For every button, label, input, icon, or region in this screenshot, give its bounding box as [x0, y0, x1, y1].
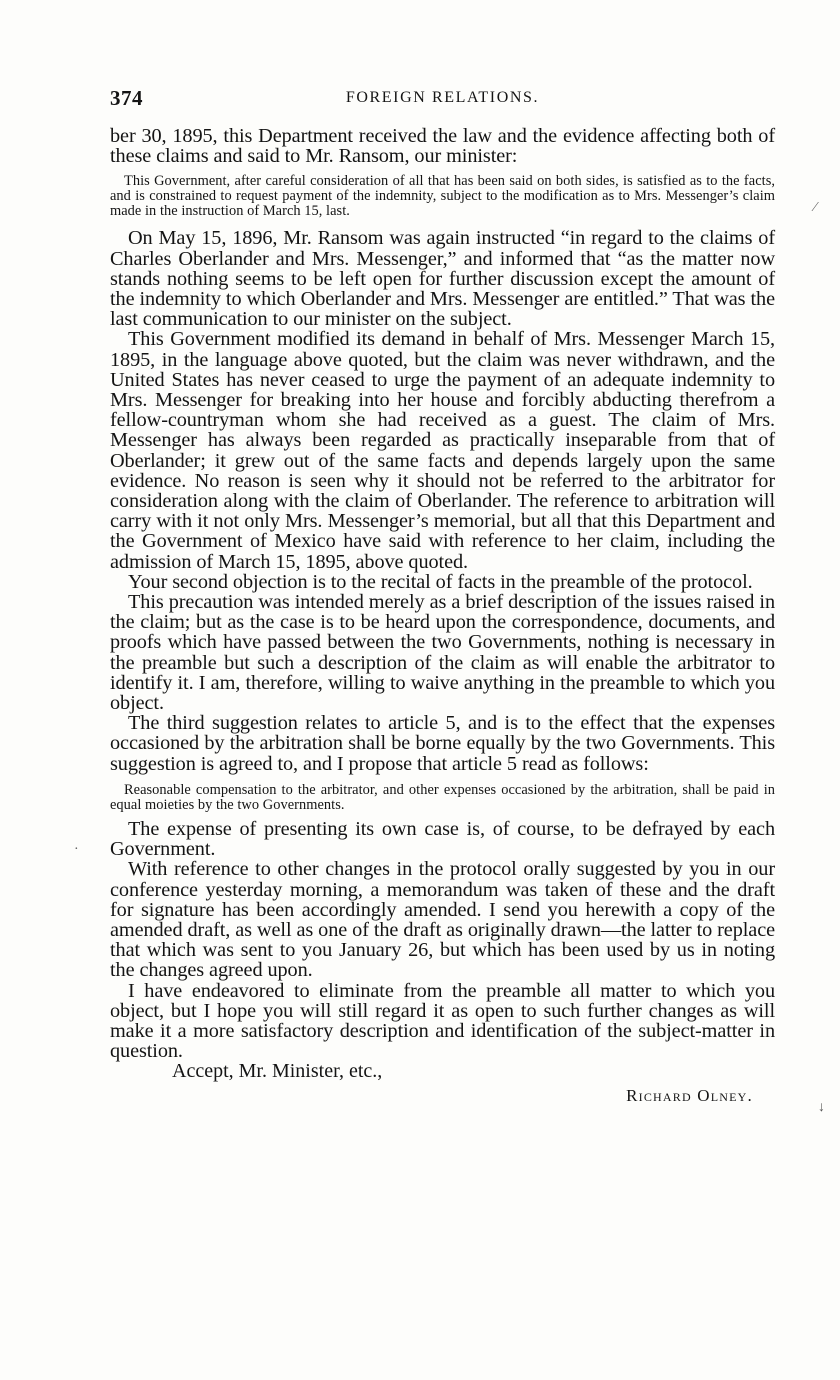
paragraph-expense: The expense of presenting its own case is, of course, to be defrayed by each Government. — [110, 817, 775, 861]
paragraph-preamble: I have endeavored to eliminate from the preamble all matter to which you object, but I hope you will still regard it as open to such further changes as will make it a more satisfactory description and identification of the subject-matter in question. — [110, 979, 775, 1063]
closing-salutation: Accept, Mr. Minister, etc., — [172, 1060, 383, 1083]
running-title: FOREIGN RELATIONS. — [345, 89, 540, 106]
paragraph-precaution: This precaution was intended merely as a brief description of the issues raised in the claim; but as the case is to be heard upon the correspondence, documents, and proofs which have passed between the two Governments, nothing is necessary in the preamble but such a description of the claim as will enable the arbitrator to identify it. I am, therefore, willing to waive anything in the preamble to which you object. — [110, 591, 775, 715]
paragraph-continued: ber 30, 1895, this Department received the law and the evidence affecting both of these claims and said to Mr. Ransom, our minister: — [110, 125, 775, 168]
body-text — [110, 126, 775, 1106]
page-header — [110, 86, 775, 112]
paragraph-second-objection: Your second objection is to the recital of facts in the preamble of the protocol. — [128, 570, 753, 593]
margin-mark-3: · — [74, 842, 79, 857]
block-quote-instruction: This Government, after careful consideration of all that has been said on both sides, is satisfied as to the facts, and is constrained to request payment of the indemnity, subject to the modification as to Mrs. Messenger’s claim made in the instruction of March 15, last. — [110, 173, 775, 220]
margin-mark-1: ⁄ — [814, 200, 817, 215]
page-number: 374 — [110, 86, 143, 110]
paragraph-ransom-instruction: On May 15, 1896, Mr. Ransom was again instructed “in regard to the claims of Charles Oberlander and Mrs. Messenger,” and informed that “as the matter now stands nothing seems to be left open for further discussion except the amount of the indemnity to which Oberlander and Mrs. Messenger are entitled.” That was the last communication to our minister on the subject. — [110, 227, 775, 331]
signature: Richard Olney. — [626, 1086, 753, 1106]
paragraph-third-suggestion: The third suggestion relates to article 5, and is to the effect that the expenses occasioned by the arbitration shall be borne equally by the two Governments. This suggestion is agreed to, and I propose that article 5 read as follows: — [110, 712, 775, 775]
paragraph-other-changes: With reference to other changes in the protocol orally suggested by you in our conference yesterday morning, a memorandum was taken of these and the draft for signature has been accordingly amended. I send you herewith a copy of the amended draft, as well as one of the draft as originally drawn—the latter to replace that which was sent to you January 26, but which has been used by us in noting the changes agreed upon. — [110, 858, 775, 982]
paragraph-messenger-claim: This Government modified its demand in behalf of Mrs. Messenger March 15, 1895, in the language above quoted, but the claim was never withdrawn, and the United States has never ceased to urge the payment of an adequate indemnity to Mrs. Messenger for breaking into her house and forcibly abducting therefrom a fellow-countryman whom she had received as a guest. The claim of Mrs. Messenger has always been regarded as practically inseparable from that of Oberlander; it grew out of the same facts and depends largely upon the same evidence. No reason is seen why it should not be referred to the arbitrator for consideration along with the claim of Oberlander. The reference to arbitration will carry with it not only Mrs. Messenger’s memorial, but all that this Department and the Government of Mexico have said with reference to her claim, including the admission of March 15, 1895, above quoted. — [110, 328, 775, 573]
block-quote-article-5: Reasonable compensation to the arbitrator, and other expenses occasioned by the arbitration, shall be paid in equal moieties by the two Governments. — [110, 781, 775, 813]
margin-mark-2: ↓ — [818, 1100, 825, 1115]
